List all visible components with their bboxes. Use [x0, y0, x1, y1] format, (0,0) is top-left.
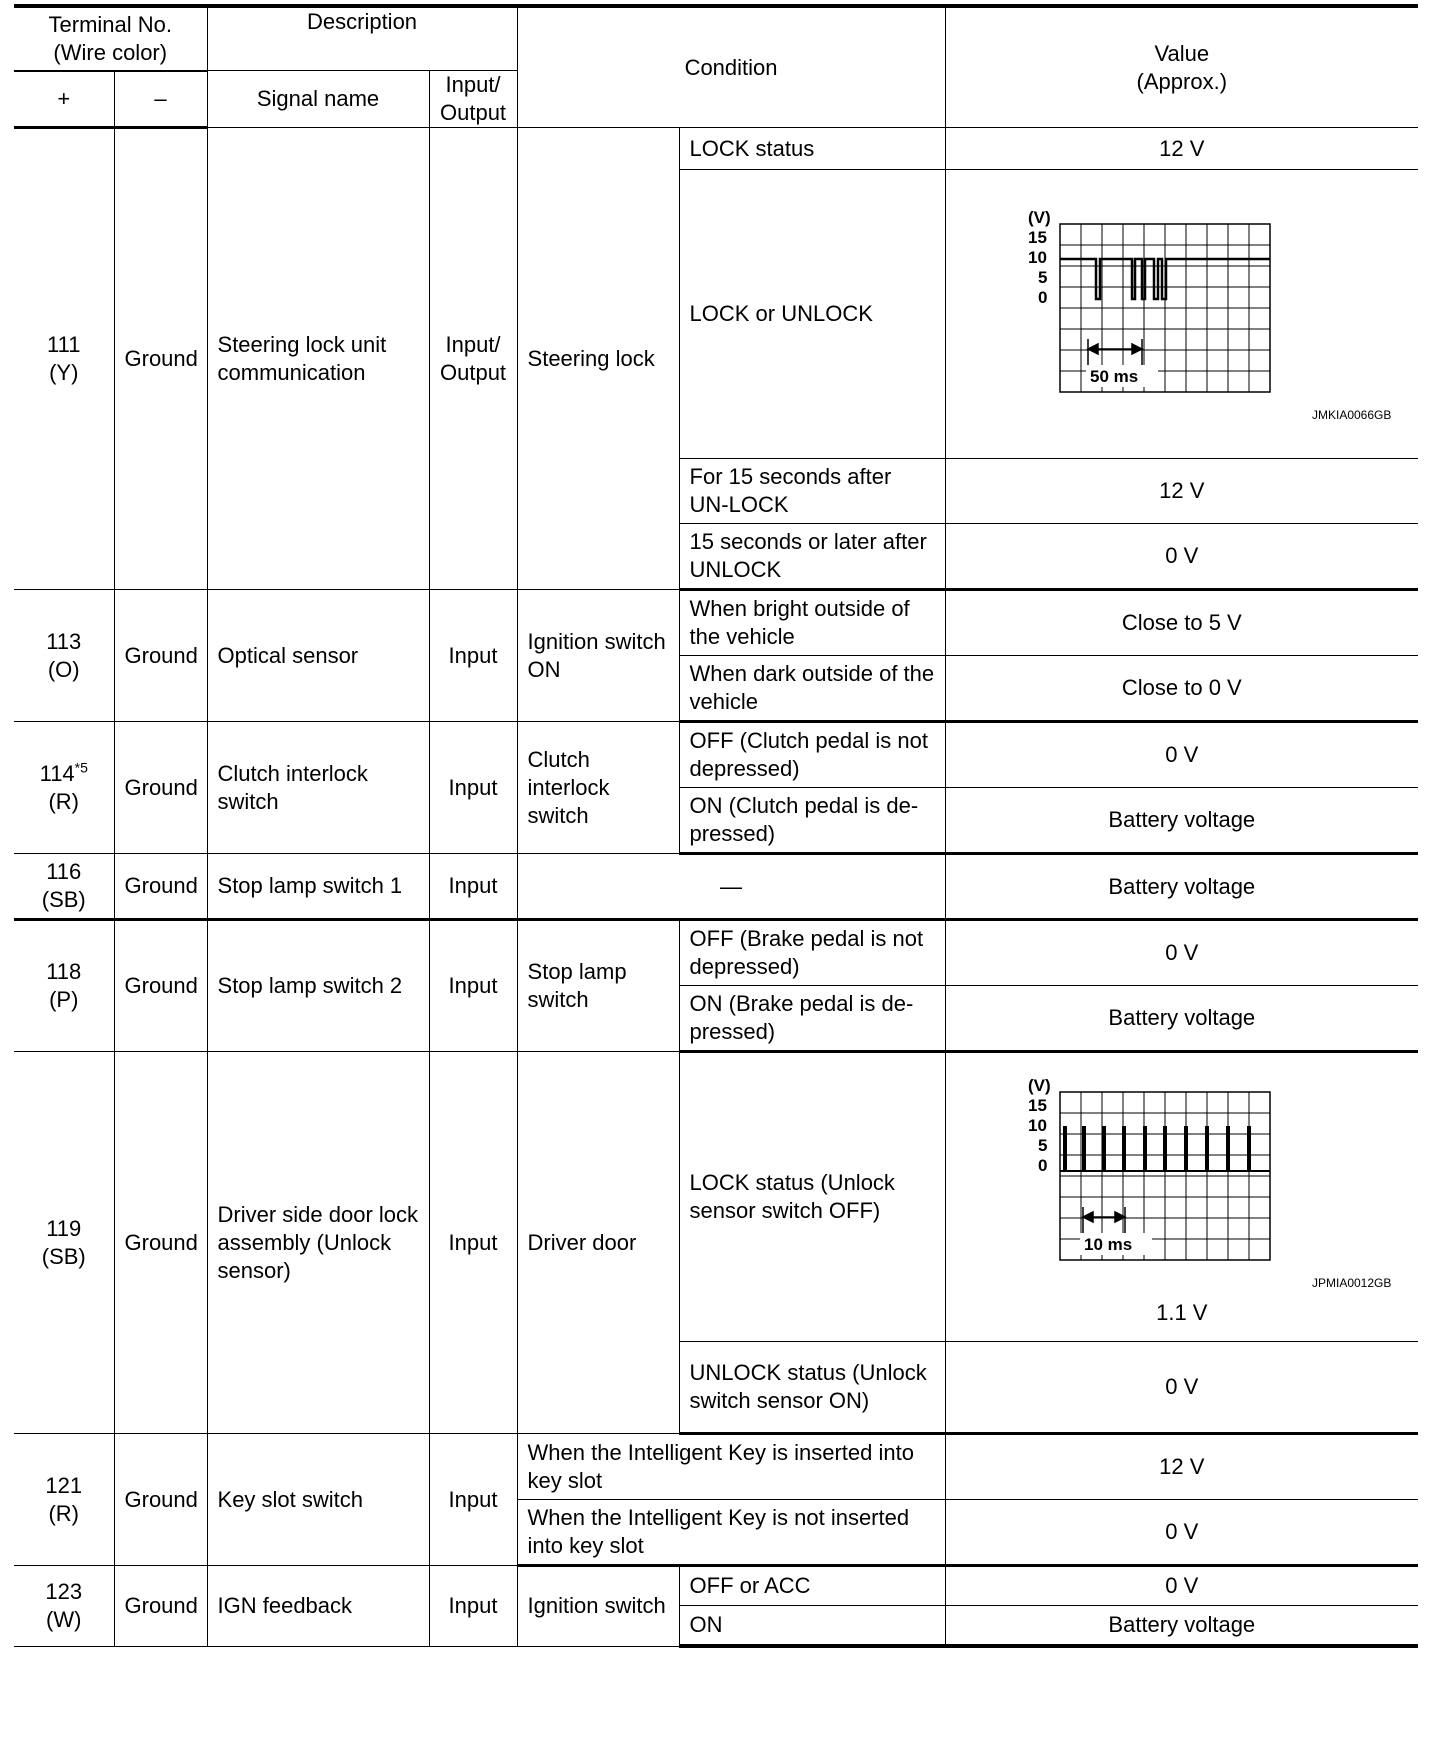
time-scale-label: 50 ms: [1089, 367, 1138, 386]
io-type: Input: [429, 590, 517, 722]
footnote-marker: *5: [74, 759, 88, 776]
condition-sub: LOCK status (Unlock sensor switch OFF): [679, 1052, 945, 1342]
terminal-number-value: 123: [45, 1578, 83, 1604]
terminal-number-value: 116: [46, 859, 82, 884]
terminal-number: [14, 854, 114, 920]
value: 1.1 V: [1156, 1300, 1208, 1325]
table-row: [14, 1566, 1418, 1606]
approx-header-label: (Approx.): [1136, 68, 1228, 94]
signal-name: Optical sensor: [207, 590, 429, 722]
value: 12 V: [945, 1434, 1418, 1500]
condition-main: Ignition switch ON: [517, 590, 679, 722]
terminal-number: [14, 590, 114, 722]
condition-main: Clutch interlock switch: [517, 722, 679, 854]
condition-sub: UNLOCK status (Unlock switch sensor ON): [679, 1342, 945, 1434]
signal-name: Stop lamp switch 1: [207, 854, 429, 920]
condition-sub: 15 seconds or later after UNLOCK: [679, 524, 945, 590]
wire-color-header-label: (Wire color): [53, 40, 168, 65]
header-row-1: [14, 6, 1418, 71]
y-tick-5: 5: [1037, 268, 1048, 287]
ground-terminal: Ground: [114, 1566, 207, 1647]
io-type-line2: Output: [440, 359, 507, 385]
value: 12 V: [945, 459, 1418, 524]
description-header: Description: [207, 6, 517, 71]
condition-sub: For 15 seconds after UN-LOCK: [679, 459, 945, 524]
waveform-unit: (V): [1027, 1076, 1051, 1095]
io-header-line2: Output: [440, 100, 507, 125]
ground-terminal: Ground: [114, 1434, 207, 1566]
table-row: [14, 854, 1418, 920]
condition-sub: LOCK or UNLOCK: [679, 170, 945, 459]
table-row: [14, 590, 1418, 656]
io-type: Input: [429, 1052, 517, 1434]
condition-sub: ON (Brake pedal is de-pressed): [679, 986, 945, 1052]
time-scale-label: 10 ms: [1083, 1235, 1132, 1254]
condition-sub: When bright outside of the vehicle: [679, 590, 945, 656]
value-waveform: [945, 1052, 1418, 1342]
condition-main: Stop lamp switch: [517, 920, 679, 1052]
terminal-number: [14, 128, 114, 590]
wire-color: (O): [47, 656, 80, 682]
io-type: Input: [429, 920, 517, 1052]
value: Battery voltage: [945, 854, 1418, 920]
condition-sub: When the Intelligent Key is not inserted into key slot: [517, 1500, 945, 1566]
io-type: [429, 128, 517, 590]
y-tick-15: 15: [1027, 1096, 1047, 1115]
ground-terminal: Ground: [114, 128, 207, 590]
terminal-number: [14, 1434, 114, 1566]
io-type: Input: [429, 722, 517, 854]
wire-color: (R): [48, 788, 80, 814]
y-tick-15: 15: [1027, 228, 1047, 247]
value-header-label: Value: [1154, 40, 1210, 66]
y-tick-10: 10: [1027, 1116, 1047, 1135]
terminal-table: [14, 4, 1418, 1648]
condition-main: Driver door: [517, 1052, 679, 1434]
condition-main: —: [517, 854, 945, 920]
value: 0 V: [945, 920, 1418, 986]
y-tick-10: 10: [1027, 248, 1047, 267]
condition-main: Ignition switch: [517, 1566, 679, 1647]
io-header-line1: Input/: [445, 72, 501, 97]
condition-sub: OFF (Clutch pedal is not depressed): [679, 722, 945, 788]
condition-sub: OFF (Brake pedal is not depressed): [679, 920, 945, 986]
wire-color: (P): [49, 987, 79, 1012]
wire-color: (R): [48, 1500, 80, 1526]
y-tick-0: 0: [1037, 288, 1048, 307]
value: Close to 5 V: [945, 590, 1418, 656]
signal-name: IGN feedback: [207, 1566, 429, 1647]
condition-sub: When the Intelligent Key is inserted into key slot: [517, 1434, 945, 1500]
table-row: [14, 722, 1418, 788]
value: 12 V: [945, 128, 1418, 170]
steering-lock-trace: [1060, 259, 1270, 299]
signal-name: Driver side door lock assembly (Unlock sensor): [207, 1052, 429, 1434]
steering-lock-waveform: [982, 199, 1392, 429]
value: Battery voltage: [945, 1606, 1418, 1647]
terminal-header-label: Terminal No.: [48, 12, 172, 37]
terminal-number-value: 113: [46, 628, 82, 654]
terminal-number-value: 111: [47, 332, 81, 357]
y-tick-5: 5: [1037, 1136, 1048, 1155]
table-row: [14, 920, 1418, 986]
terminal-number-value: 119: [46, 1215, 82, 1241]
value: 0 V: [945, 1342, 1418, 1434]
terminal-number-value: 114: [39, 760, 75, 786]
condition-sub: When dark outside of the vehicle: [679, 656, 945, 722]
value: 0 V: [945, 722, 1418, 788]
condition-sub: ON (Clutch pedal is de-pressed): [679, 788, 945, 854]
table-row: [14, 128, 1418, 170]
terminal-number: [14, 722, 114, 854]
condition-sub: ON: [679, 1606, 945, 1647]
waveform-unit: (V): [1027, 208, 1051, 227]
table-row: [14, 1052, 1418, 1342]
io-type: Input: [429, 1434, 517, 1566]
terminal-spec-sheet: [14, 4, 1418, 1648]
ground-terminal: Ground: [114, 590, 207, 722]
figure-code: JMKIA0066GB: [1311, 408, 1392, 422]
value: Close to 0 V: [945, 656, 1418, 722]
terminal-number: [14, 1052, 114, 1434]
condition-header: Condition: [517, 6, 945, 128]
signal-name-header: Signal name: [207, 71, 429, 128]
terminal-header: [14, 6, 207, 71]
value: 0 V: [945, 1500, 1418, 1566]
value: 0 V: [945, 1566, 1418, 1606]
minus-header: –: [114, 72, 207, 128]
terminal-number: [14, 920, 114, 1052]
y-tick-0: 0: [1037, 1156, 1048, 1175]
wire-color: (W): [46, 1606, 82, 1632]
figure-code: JPMIA0012GB: [1311, 1276, 1392, 1290]
ground-terminal: Ground: [114, 722, 207, 854]
condition-main: Steering lock: [517, 128, 679, 590]
wire-color: (SB): [41, 887, 86, 912]
terminal-number-value: 118: [46, 959, 82, 984]
signal-name: Key slot switch: [207, 1434, 429, 1566]
io-header: [429, 71, 517, 128]
wire-color: (SB): [41, 1243, 86, 1269]
terminal-number: [14, 1566, 114, 1647]
door-lock-waveform: [982, 1067, 1392, 1297]
table-row: [14, 1434, 1418, 1500]
ground-terminal: Ground: [114, 920, 207, 1052]
value-waveform: [945, 170, 1418, 459]
value: Battery voltage: [945, 986, 1418, 1052]
plus-header: +: [14, 72, 114, 128]
io-type: Input: [429, 854, 517, 920]
io-type: Input: [429, 1566, 517, 1647]
ground-terminal: Ground: [114, 854, 207, 920]
condition-sub: OFF or ACC: [679, 1566, 945, 1606]
io-type-line1: Input/: [445, 331, 501, 357]
signal-name: Clutch interlock switch: [207, 722, 429, 854]
terminal-number-value: 121: [45, 1472, 83, 1498]
signal-name: Stop lamp switch 2: [207, 920, 429, 1052]
wire-color: (Y): [49, 360, 79, 385]
value: Battery voltage: [945, 788, 1418, 854]
value: 0 V: [945, 524, 1418, 590]
condition-sub: LOCK status: [679, 128, 945, 170]
value-header: [945, 6, 1418, 128]
ground-terminal: Ground: [114, 1052, 207, 1434]
signal-name: Steering lock unit communication: [207, 128, 429, 590]
